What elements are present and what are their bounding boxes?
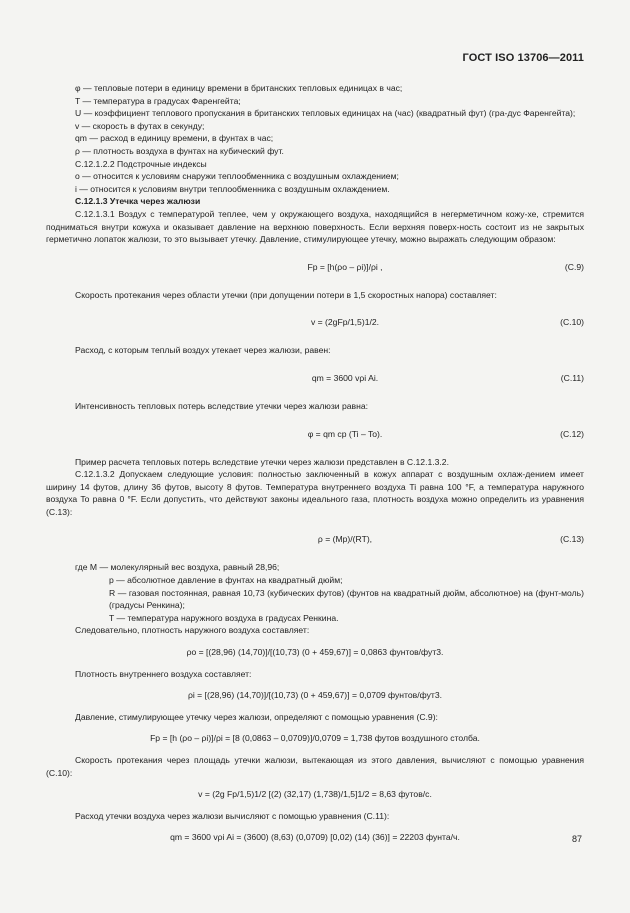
definition-m: где M — молекулярный вес воздуха, равный 28,96;	[75, 562, 280, 573]
equation-number: (C.10)	[560, 317, 584, 328]
document-code: ГОСТ ISO 13706—2011	[462, 52, 584, 64]
equation-number: (C.13)	[560, 534, 584, 545]
equation-number: (C.12)	[560, 428, 584, 439]
definition-qm: qm — расход в единицу времени, в фунтах в час;	[75, 133, 274, 144]
calculation-velocity: v = (2g Fp/1,5)1/2 [(2) (32,17) (1,738)/1,5]1/2 = 8,63 футов/с.	[198, 789, 432, 800]
definition-u: U — коэффициент теплового пропускания в британских тепловых единицах на (час) (квадратный фут) (гра-дус Фаренгейта);	[75, 108, 576, 119]
paragraph-inside-density: Плотность внутреннего воздуха составляет:	[75, 668, 252, 679]
definition-r: R — газовая постоянная, равная 10,73 (кубических футов) (фунтов на квадратный дюйм, абсолютное) на (фунт-моль) (градусы Ренкина);	[109, 587, 584, 611]
subscript-o: o — относится к условиям снаружи теплообменника с воздушным охлаждением;	[75, 171, 399, 182]
equation-c13	[46, 533, 584, 546]
equation-number: (C.11)	[560, 372, 584, 383]
equation-c12	[46, 428, 584, 441]
subscript-i: i — относится к условиям внутри теплообменника с воздушным охлаждением.	[75, 183, 390, 194]
paragraph-leak-velocity: Скорость протекания через площадь утечки жалюзи, вытекающая из этого давления, вычисляют с помощью уравнения (C.10):	[46, 755, 584, 778]
paragraph-pressure: Давление, стимулирующее утечку через жалюзи, определяют с помощью уравнения (C.9):	[75, 711, 438, 722]
equation-formula: qm = 3600 vρi Ai.	[311, 372, 379, 383]
paragraph-leak-flow: Расход утечки воздуха через жалюзи вычисляют с помощью уравнения (C.11):	[75, 810, 390, 821]
calculation-inside-density: ρi = [(28,96) (14,70)]/[(10,73) (0 + 459,67)] = 0,0709 фунтов/фут3.	[187, 690, 442, 701]
equation-formula: Fp = [h(ρo – ρi)]/ρi ,	[307, 261, 383, 272]
equation-number: (C.9)	[564, 261, 584, 272]
paragraph-conditions: C.12.1.3.2 Допускаем следующие условия: полностью заключенный в кожух аппарат с воздушным охлаж-дением имеет ширину 14 футов, длину 36 футов, высоту 8 футов. Температура внутреннего воздуха Ti равна 100 °F, а температура наружного воздуха To равна 0 °F. Если допустить, что действуют законы идеального газа, плотность воздуха можно определить из уравнения (C.13):	[46, 469, 584, 517]
equation-formula: ρ = (Mp)/(RT),	[317, 534, 373, 545]
equation-formula: φ = qm cp (Ti – To).	[307, 428, 383, 439]
section-title: C.12.1.3 Утечка через жалюзи	[75, 196, 201, 207]
paragraph-example-ref: Пример расчета тепловых потерь вследствие утечки через жалюзи представлен в C.12.1.3.2.	[75, 456, 449, 467]
paragraph-leak-intro: C.12.1.3.1 Воздух с температурой теплее, чем у окружающего воздуха, находящийся в негерметичном кожу-хе, стремится подниматься внутри кожуха и оказывает давление на верхнюю поверхность. Если верхняя поверх-ность состоит из не закрытых герметично лопаток жалюзи, то это вызывает утечку. Давление, стимулирующее утечку, можно выражать следующим образом:	[46, 208, 584, 245]
equation-c9	[46, 261, 584, 274]
definition-v: v — скорость в футах в секунду;	[75, 120, 205, 131]
calculation-outside-density: ρo = [(28,96) (14,70)]/[(10,73) (0 + 459,67)] = 0,0863 фунтов/фут3.	[186, 647, 444, 658]
calculation-pressure: Fp = [h (ρo – ρi)]/ρi = [8 (0,0863 – 0,0709)]/0,0709 = 1,738 футов воздушного столба.	[150, 733, 480, 744]
calculation-flow: qm = 3600 vρi Ai = (3600) (8,63) (0,0709) [0,02) (14) (36)] = 22203 фунта/ч.	[170, 832, 460, 843]
equation-c11	[46, 372, 584, 385]
equation-c10	[46, 316, 584, 329]
definition-phi: φ — тепловые потери в единицу времени в британских тепловых единицах в час;	[75, 83, 403, 93]
paragraph-heat-loss: Интенсивность тепловых потерь вследствие утечки через жалюзи равна:	[75, 400, 368, 411]
definition-t-rankine: T — температура наружного воздуха в градусах Ренкина.	[109, 612, 339, 623]
paragraph-velocity: Скорость протекания через области утечки (при допущении потери в 1,5 скоростных напора) составляет:	[75, 289, 497, 300]
definition-rho: ρ — плотность воздуха в фунтах на кубический фут.	[75, 145, 284, 156]
page-number: 87	[571, 834, 582, 844]
page-body	[46, 82, 584, 853]
paragraph-outside-density: Следовательно, плотность наружного воздуха составляет:	[75, 625, 310, 636]
subsection-heading: C.12.1.2.2 Подстрочные индексы	[75, 158, 207, 169]
definition-t: T — температура в градусах Фаренгейта;	[75, 95, 241, 106]
definition-p: p — абсолютное давление в фунтах на квадратный дюйм;	[109, 575, 343, 586]
equation-formula: v = (2gFp/1,5)1/2.	[310, 317, 380, 328]
paragraph-flow: Расход, с которым теплый воздух утекает через жалюзи, равен:	[75, 345, 331, 356]
